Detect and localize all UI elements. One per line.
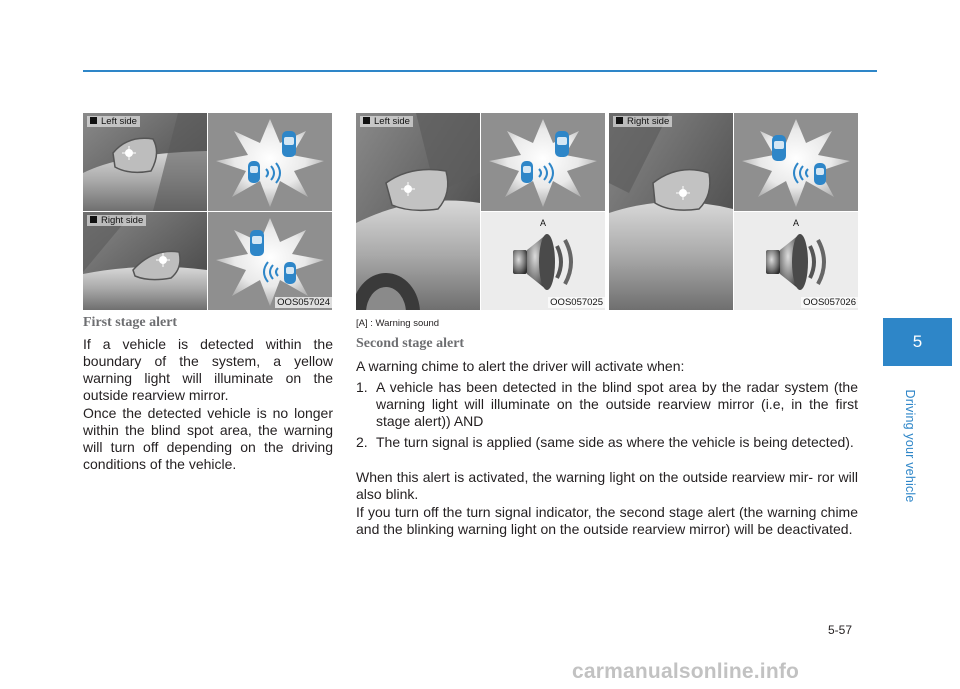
page-number: 5-57 [828,623,853,637]
panel-label-right-side: Right side [613,116,672,127]
figure-right-side-topview [208,212,332,310]
figure-code: OOS057025 [550,297,603,308]
header-rule [83,70,877,72]
first-stage-paragraph-2: Once the detected vehicle is no longer within the blind spot area, the warning will turn off depending on the driving conditions of the vehicle. [83,405,333,472]
figure-code: OOS057024 [277,297,330,308]
list-number: 1. [356,379,368,395]
bullet-square-icon [616,117,623,124]
chapter-title [895,386,925,506]
first-stage-heading: First stage alert [83,315,178,330]
panel-label-right-side: Right side [87,215,146,226]
second-stage-intro: A warning chime to alert the driver will activate when: [356,358,685,374]
second-stage-paragraph-3: When this alert is activated, the warning light on the outside rearview mir- ror will also blink. [356,469,858,502]
list-text: A vehicle has been detected in the blind spot area by the radar system (the warning light will illuminate on the outside rearview mirror (i.e, in the first stage alert)) AND [376,379,858,429]
list-item [356,379,858,430]
figure-right-side-mirror [83,212,207,310]
speaker-marker: A [540,218,547,228]
second-stage-paragraph-4: If you turn off the turn signal indicator, the second stage alert (the warning chime and the blinking warning light on the outside rearview mirror) will be deactivated. [356,504,858,537]
list-text: The turn signal is applied (same side as where the vehicle is being detected). [376,434,854,450]
figure2-left-side-topview [481,113,605,211]
figure3-right-side-topview [734,113,858,211]
bullet-square-icon [363,117,370,124]
figure-left-side-topview [208,113,332,211]
figure-left-side-mirror [83,113,207,211]
list-number: 2. [356,434,368,450]
figure-caption: [A] : Warning sound [356,318,440,329]
figure3-warning-sound [734,212,858,310]
bullet-square-icon [90,216,97,223]
chapter-title-text: Driving your vehicle [903,389,917,503]
figure3-right-side-mirror [609,113,733,310]
bullet-square-icon [90,117,97,124]
figure-code: OOS057026 [803,297,856,308]
watermark: carmanualsonline.info [572,660,800,683]
second-stage-heading: Second stage alert [356,336,465,351]
figure2-warning-sound [481,212,605,310]
panel-label-left-side: Left side [360,116,413,127]
speaker-marker: A [793,218,800,228]
panel-label-left-side: Left side [87,116,140,127]
first-stage-paragraph-1: If a vehicle is detected within the boundary of the system, a yellow warning light will illuminate on the outside rearview mirror. [83,336,333,403]
chapter-tab: 5 [883,318,952,366]
figure2-left-side-mirror [356,113,480,310]
list-item [356,434,858,451]
second-stage-list [356,379,858,451]
